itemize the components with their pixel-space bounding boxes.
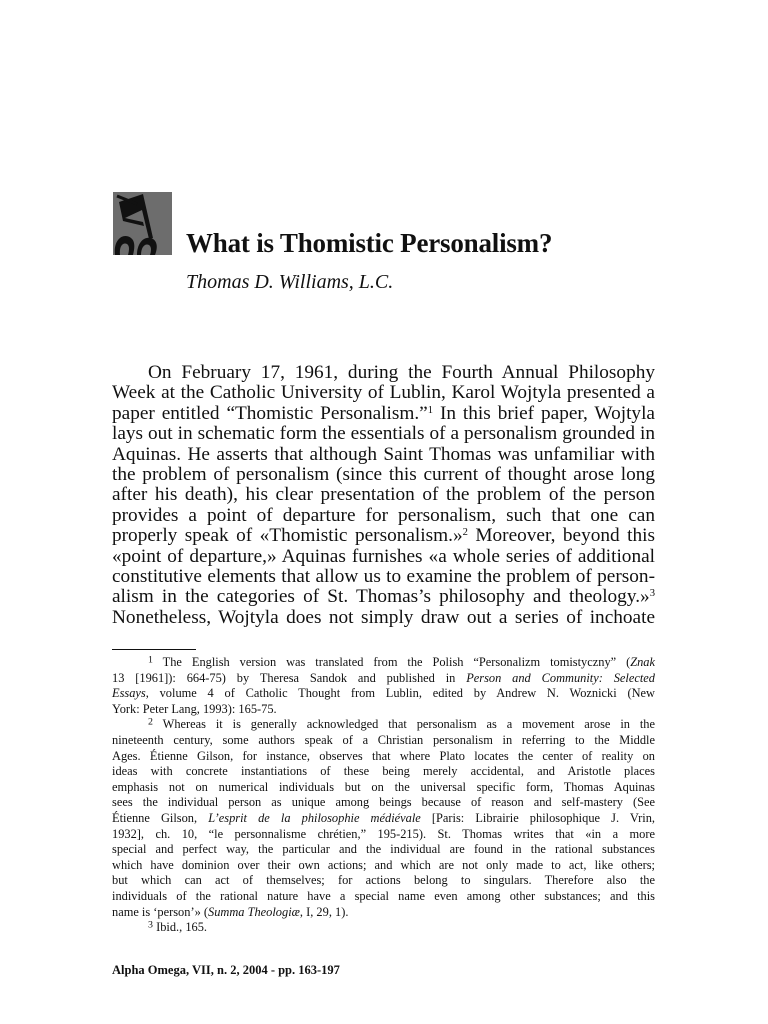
footnote-2-line: $^2$ Whereas it is generally acknowledged that personalism as a movement arose in the <box>148 716 655 732</box>
article-title: What is Thomistic Personalism? <box>186 228 553 258</box>
footnote-ref[interactable]: 3 <box>649 588 655 600</box>
body-line: On February 17, 1961, during the Fourth Annual Philosophy <box>148 362 655 383</box>
body-paragraph <box>112 363 655 628</box>
body-line: lays out in schematic form the essentials of a personalism grounded in <box>112 423 655 445</box>
footnote-2-line: Étienne Gilson, L’esprit de la philosophie médiévale [Paris: Librairie philosophique J. Vrin, <box>112 810 655 825</box>
footnote-1-line: Essays, volume 4 of Catholic Thought from Lublin, edited by Andrew N. Woznicki (New <box>112 686 655 701</box>
footnote-ref[interactable]: 2 <box>462 527 468 539</box>
body-line: paper entitled “Thomistic Personalism.”$^1$ In this brief paper, Wojtyla <box>112 402 655 424</box>
footnote-ref[interactable]: 1 <box>427 404 434 416</box>
body-line: properly speak of «Thomistic personalism.»$^2$ Moreover, beyond this <box>112 525 655 547</box>
footnote-2-line: ideas with concrete instantiations of these being merely accidental, and Aristotle places <box>112 764 655 779</box>
alpha-omega-logo-icon <box>113 192 172 255</box>
footnotes <box>112 655 655 936</box>
footnote-2-line: nineteenth century, some authors speak of a Christian personalism in referring to the Middle <box>112 732 655 747</box>
body-line: after his death), his clear presentation of the problem of the person <box>112 484 655 506</box>
footnote-2-line: Ages. Étienne Gilson, for instance, observes that where Plato locates the center of reality on <box>112 748 655 763</box>
footnote-2-line: name is ‘person’» (Summa Theologiæ, I, 29, 1). <box>112 904 349 919</box>
footnote-2-line: emphasis not on numerical individuals but on the universal specific form, Thomas Aquinas <box>112 779 655 794</box>
footnote-number: 2 <box>148 716 153 728</box>
footnote-1-line: 13 [1961]): 664-75) by Theresa Sandok and published in Person and Community: Selected <box>112 670 655 685</box>
footnote-2-line: special and perfect way, the particular and the individual are found in the rational substances <box>112 842 655 857</box>
body-line: the problem of personalism (since this current of thought arose long <box>112 463 655 485</box>
article-author: Thomas D. Williams, L.C. <box>186 271 394 293</box>
footnote-number: 3 <box>148 919 153 931</box>
body-line: Aquinas. He asserts that although Saint Thomas was unfamiliar with <box>112 443 655 465</box>
body-line: «point of departure,» Aquinas furnishes «a whole series of additional <box>112 545 655 567</box>
footnote-rule <box>112 649 196 650</box>
footnote-2-line: but which can act of themselves; for actions belong to singulars. Therefore also the <box>112 873 655 888</box>
body-line: provides a point of departure for personalism, such that one can <box>112 504 655 526</box>
footnote-2-line: 1932], ch. 10, “le personnalisme chrétien,” 195-215). St. Thomas writes that «in a more <box>112 826 655 841</box>
footnote-3-line: $^3$ Ibid., 165. <box>148 919 207 935</box>
footnote-1-line: $^1$ The English version was translated from the Polish “Personalizm tomistyczny” (Znak <box>148 654 656 669</box>
body-line: alism in the categories of St. Thomas’s philosophy and theology.»$^3$ <box>112 586 655 608</box>
body-line: Week at the Catholic University of Lublin, Karol Wojtyla presented a <box>112 382 655 404</box>
footnote-2-line: sees the individual person as unique among beings because of reason and self-mastery (See <box>112 795 655 810</box>
footnote-2-line: which have dominion over their own actions; and which are not only made to act, like others; <box>112 857 655 872</box>
footnote-1-line: York: Peter Lang, 1993): 165-75. <box>112 701 277 716</box>
journal-citation: Alpha Omega, VII, n. 2, 2004 - pp. 163-197 <box>112 963 340 977</box>
footnote-2-line: individuals of the rational nature have a special name even among other substances; and this <box>112 888 655 903</box>
footnote-number: 1 <box>148 654 153 666</box>
body-line: Nonetheless, Wojtyla does not simply draw out a series of inchoate <box>112 606 655 628</box>
body-line: constitutive elements that allow us to examine the problem of person- <box>112 565 655 587</box>
